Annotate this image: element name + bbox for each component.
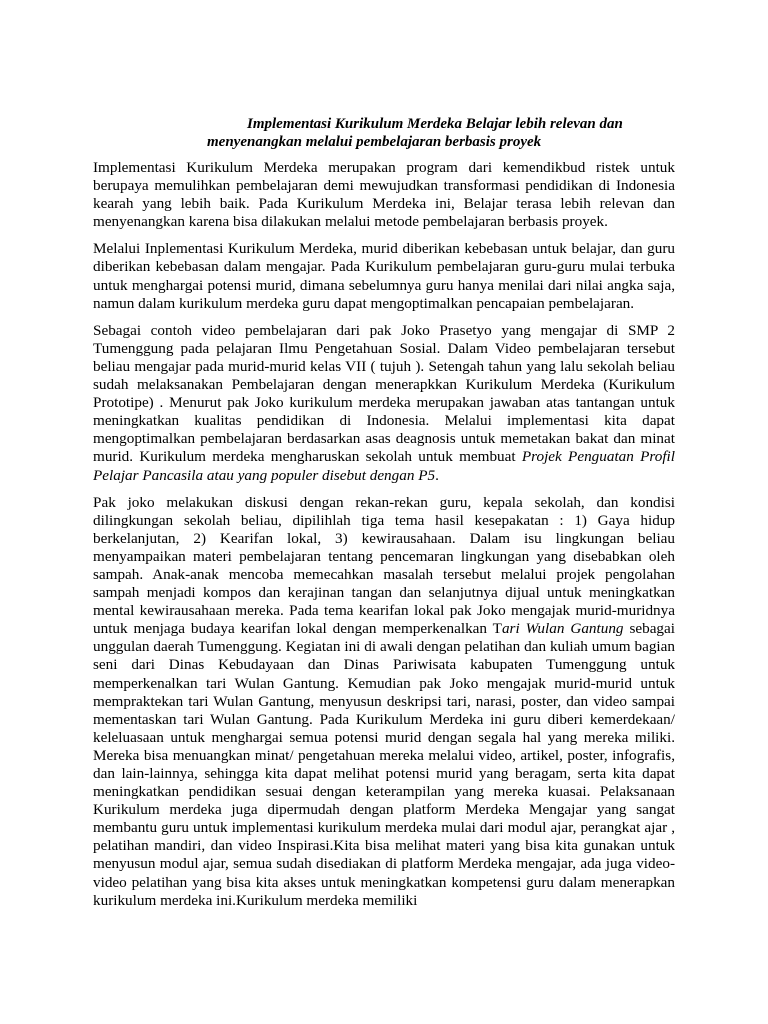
paragraph-3	[93, 322, 675, 485]
paragraph-3-text: Sebagai contoh video pembelajaran dari pak Joko Prasetyo yang mengajar di SMP 2 Tumenggung pada pelajaran Ilmu Pengetahuan Sosial. Dalam Video pembelajaran tersebut beliau mengajar pada murid-murid kelas VII ( tujuh ). Setengah tahun yang lalu sekolah beliau sudah melaksanakan Pembelajaran dengan menerapkkan Kurikulum Merdeka (Kurikulum Prototipe) . Menurut pak Joko kurikulum merdeka merupakan jawaban atas tantangan untuk meningkatkan kualitas pendidikan di Indonesia. Melalui implementasi kita dapat mengoptimalkan pembelajaran berdasarkan asas deagnosis untuk memetakan bakat dan minat murid. Kurikulum merdeka mengharuskan sekolah untuk membuat	[93, 321, 675, 466]
paragraph-4-text-a: Pak joko melakukan diskusi dengan rekan-rekan guru, kepala sekolah, dan kondisi dilingkungan sekolah beliau, dipilihlah tiga tema hasil kesepakatan : 1) Gaya hidup berkelanjutan, 2) Kearifan lokal, 3) kewirausahaan. Dalam isu lingkungan beliau menyampaikan materi pembelajaran tentang pencemaran lingkungan yang disebabkan oleh sampah. Anak-anak mencoba memecahkan masalah tersebut melalui projek pengolahan sampah menjadi kompos dan kerajinan tangan dan selanjutnya dijual untuk meningkatkan mental kewirausahaan mereka. Pada tema kearifan lokal pak Joko mengajak murid-muridnya untuk menjaga budaya kearifan lokal dengan memperkenalkan T	[93, 493, 675, 638]
document-title	[93, 115, 675, 151]
paragraph-4	[93, 494, 675, 910]
title-line-2: menyenangkan melalui pembelajaran berbasis proyek	[207, 134, 542, 150]
paragraph-2: Melalui Inplementasi Kurikulum Merdeka, murid diberikan kebebasan untuk belajar, dan guru diberikan kebebasan dalam mengajar. Pada Kurikulum pembelajaran guru-guru mulai terbuka untuk menghargai potensi murid, dimana sebelumnya guru hanya menilai dari nilai angka saja, namun dalam kurikulum merdeka guru dapat mengoptimalkan pencapaian pembelajaran.	[93, 240, 675, 312]
document-body	[93, 159, 675, 919]
paragraph-4-italic: ari Wulan Gantung	[501, 620, 624, 638]
paragraph-3-after: .	[435, 466, 439, 484]
paragraph-3-italic: Projek Penguatan Profil Pelajar Pancasila atau yang populer disebut dengan P5	[93, 448, 675, 484]
title-line-1: Implementasi Kurikulum Merdeka Belajar lebih relevan dan	[247, 116, 623, 132]
paragraph-1: Implementasi Kurikulum Merdeka merupakan program dari kemendikbud ristek untuk berupaya memulihkan pembelajaran demi mewujudkan transformasi pendidikan di Indonesia kearah yang lebih baik. Pada Kurikulum Merdeka ini, Belajar terasa lebih relevan dan menyenangkan karena bisa dilakukan melalui metode pembelajaran berbasis proyek.	[93, 159, 675, 231]
paragraph-4-text-b: sebagai unggulan daerah Tumenggung. Kegiatan ini di awali dengan pelatihan dan kuliah umum bagian seni dari Dinas Kebudayaan dan Dinas Pariwisata kabupaten Tumenggung untuk memperkenalkan tari Wulan Gantung. Kemudian pak Joko mengajak murid-murid untuk mempraktekan tari Wulan Gantung, menyusun deskripsi tari, narasi, poster, dan video sampai mementaskan tari Wulan Gantung. Pada Kurikulum Merdeka ini guru diberi kemerdekaan/ keleluasaan untuk menghargai semua potensi murid dengan segala hal yang mereka miliki. Mereka bisa menuangkan minat/ pengetahuan mereka melalui video, artikel, poster, infografis, dan lain-lainnya, sehingga kita dapat melihat potensi murid yang beragam, serta kita dapat meningkatkan pendidikan sesuai dengan keterampilan yang mereka kuasai. Pelaksanaan Kurikulum merdeka juga dipermudah dengan platform Merdeka Mengajar yang sangat membantu guru untuk implementasi kurikulum merdeka mulai dari modul ajar, perangkat ajar , pelatihan mandiri, dan video Inspirasi.Kita bisa melihat materi yang bisa kita gunakan untuk menyusun modul ajar, semua sudah disediakan di platform Merdeka mengajar, ada juga video-video pelatihan yang bisa kita akses untuk meningkatkan kompetensi guru dalam menerapkan kurikulum merdeka ini.Kurikulum merdeka memiliki	[93, 620, 675, 909]
